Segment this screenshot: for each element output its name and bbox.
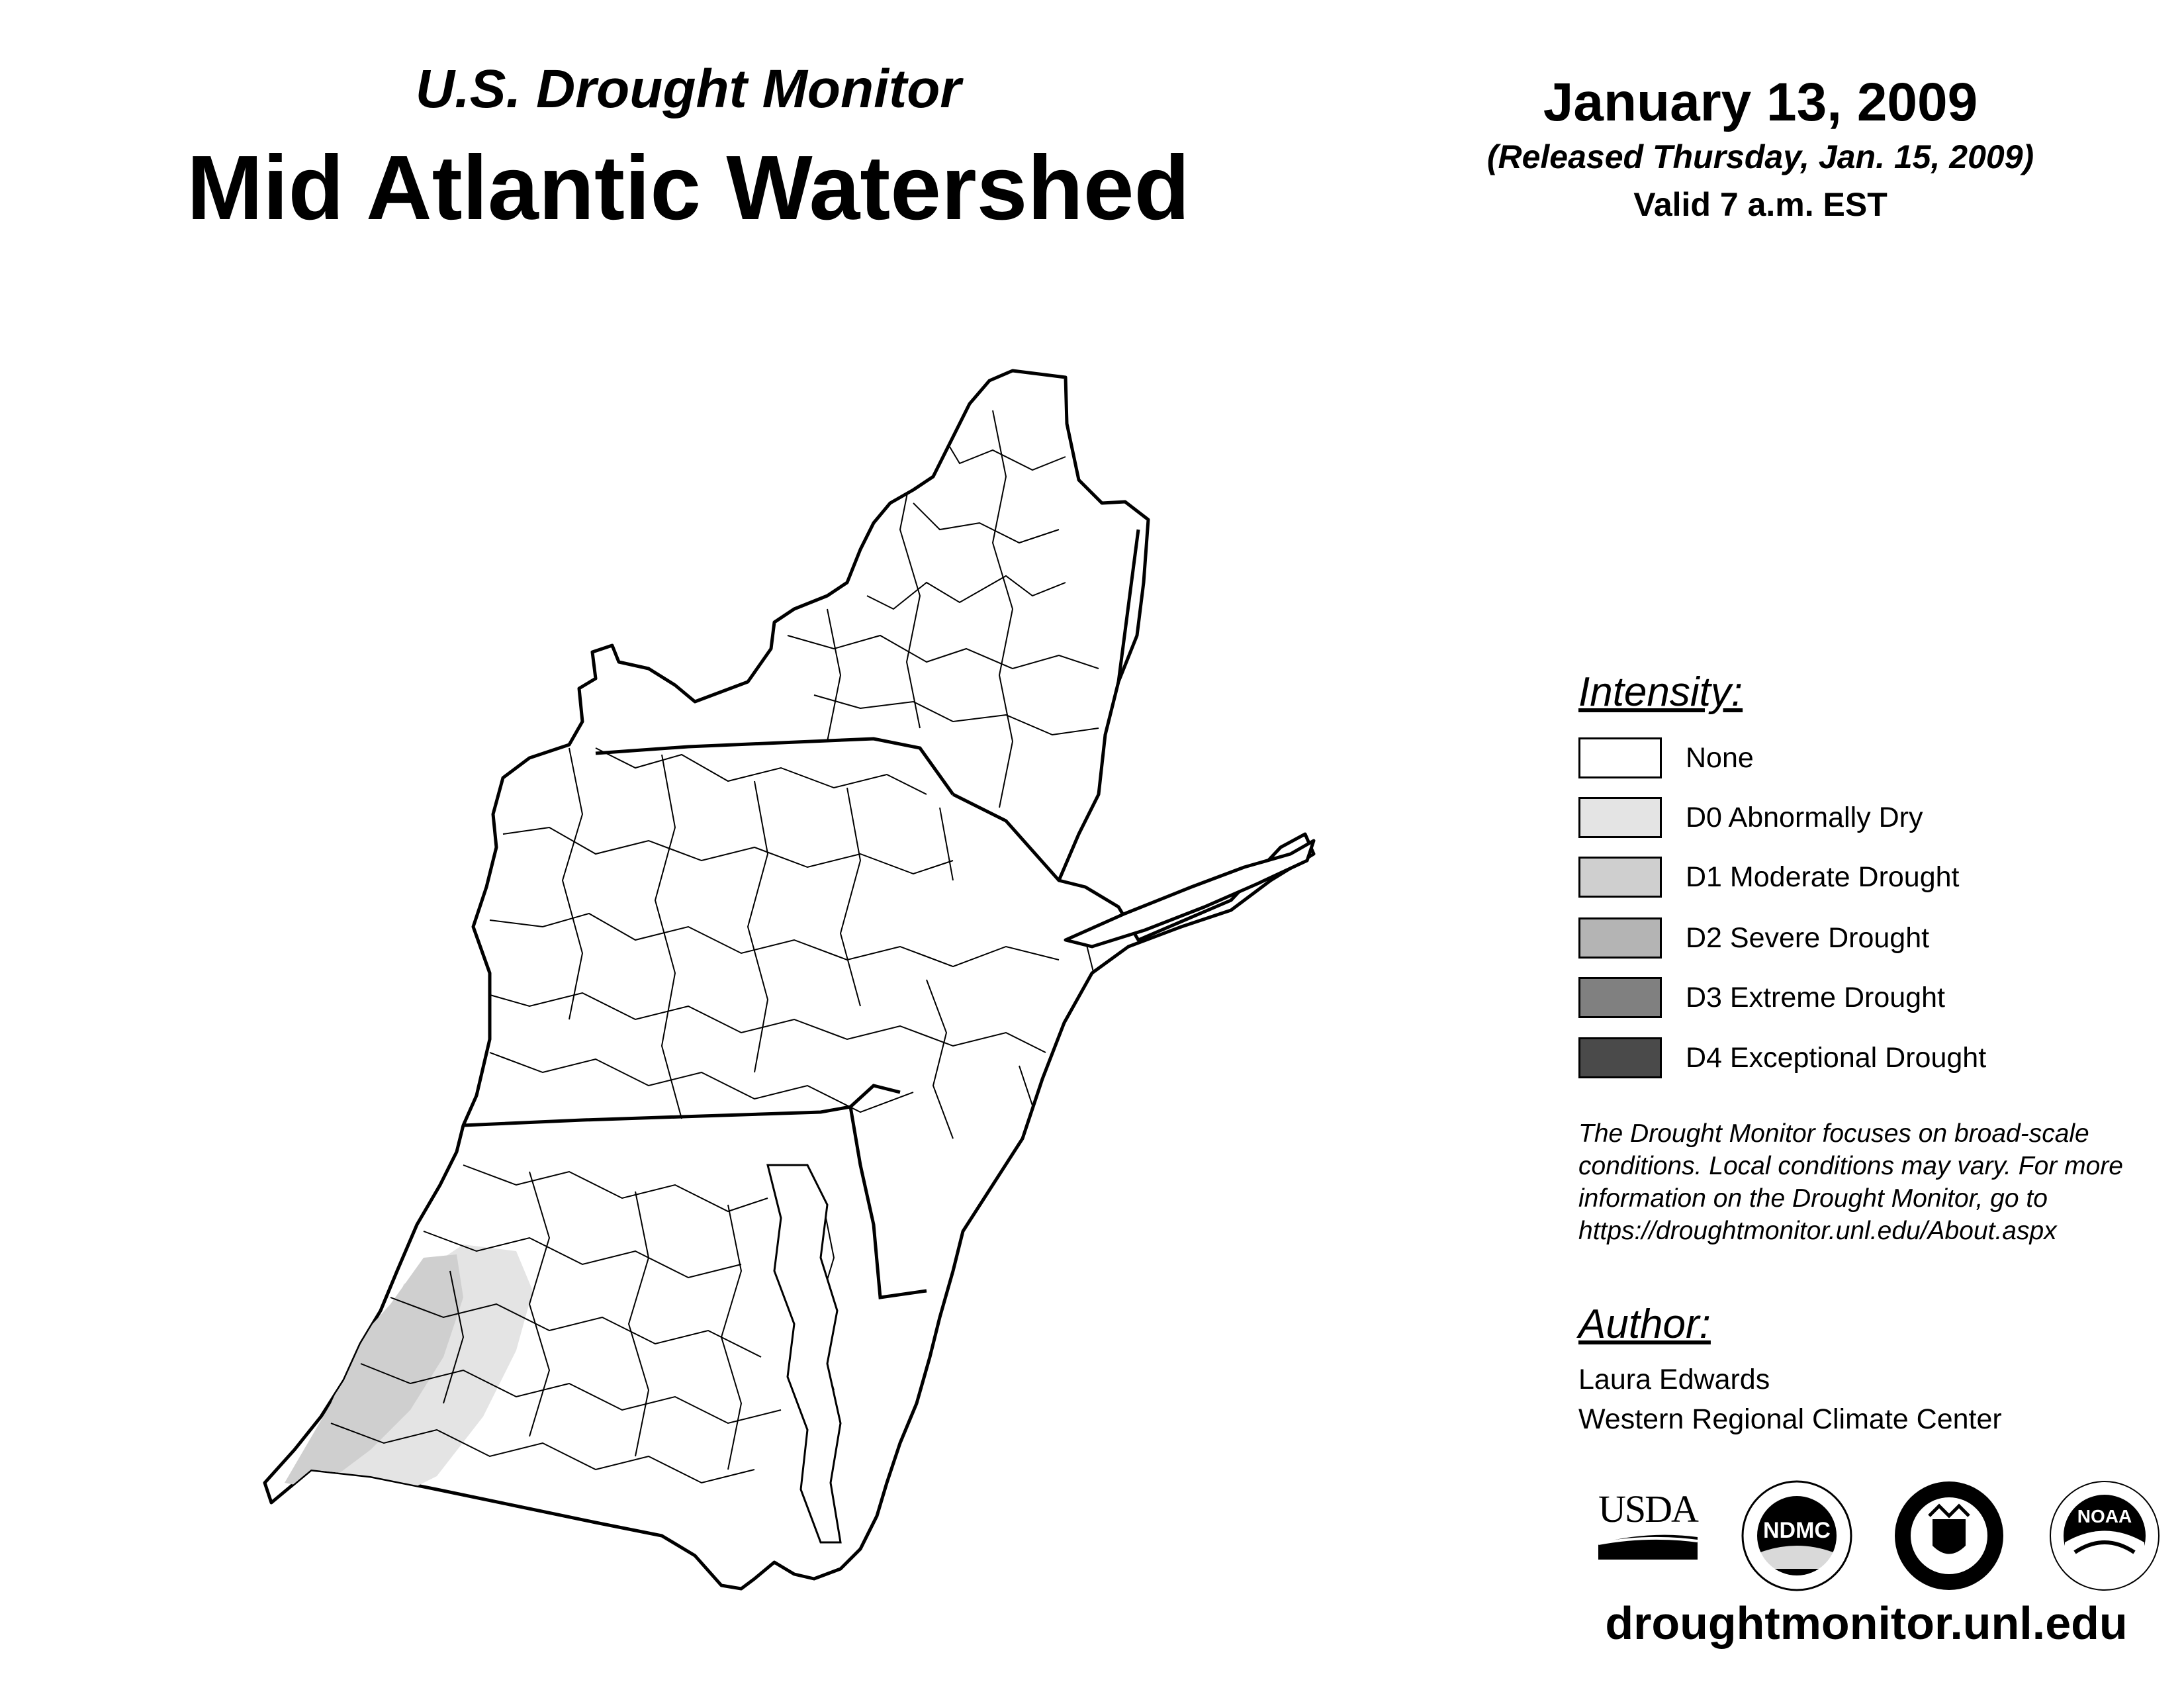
- author-title: Author:: [1578, 1301, 1711, 1347]
- usda-logo-swoosh: [1595, 1529, 1701, 1562]
- ndmc-logo: [1741, 1479, 1853, 1592]
- legend-item-none: [1578, 735, 1754, 781]
- legend-item-d2: [1578, 915, 1929, 961]
- legend-title: Intensity:: [1578, 669, 1743, 715]
- legend-item-d3: [1578, 974, 1945, 1021]
- valid-time: Valid 7 a.m. EST: [1633, 186, 1888, 223]
- legend-swatch: [1578, 1037, 1662, 1078]
- note-url[interactable]: https://droughtmonitor.unl.edu/About.aspx: [1578, 1217, 2057, 1245]
- legend-label: None: [1686, 741, 1754, 774]
- legend-label: D4 Exceptional Drought: [1686, 1041, 1987, 1074]
- legend-item-d1: [1578, 854, 1960, 900]
- legend-label: D0 Abnormally Dry: [1686, 801, 1923, 833]
- legend-item-d4: [1578, 1035, 1986, 1081]
- legend-swatch: [1578, 797, 1662, 838]
- map-title: Mid Atlantic Watershed: [187, 137, 1190, 239]
- legend-swatch: [1578, 857, 1662, 898]
- ndmc-logo-text: NDMC: [1763, 1518, 1831, 1543]
- noaa-seal-icon: [2048, 1479, 2161, 1592]
- legend-item-d0: [1578, 794, 1923, 841]
- legend-swatch: [1578, 977, 1662, 1018]
- legend-label: D3 Extreme Drought: [1686, 981, 1945, 1013]
- author-organization: Western Regional Climate Center: [1578, 1403, 2002, 1435]
- commerce-seal-icon: [1893, 1479, 2005, 1592]
- map-date: January 13, 2009: [1543, 72, 1978, 132]
- note-line: information on the Drought Monitor, go to: [1578, 1184, 2048, 1213]
- noaa-logo-text: NOAA: [2077, 1506, 2132, 1526]
- usda-logo: [1595, 1489, 1701, 1562]
- commerce-seal-logo: [1893, 1479, 2005, 1592]
- legend-swatch: [1578, 917, 1662, 959]
- release-date: (Released Thursday, Jan. 15, 2009): [1486, 138, 2034, 175]
- legend-swatch: [1578, 737, 1662, 778]
- legend-label: D2 Severe Drought: [1686, 921, 1930, 954]
- disclaimer-note: [1578, 1117, 2174, 1247]
- note-line: conditions. Local conditions may vary. For more: [1578, 1152, 2123, 1180]
- usda-logo-text: USDA: [1598, 1487, 1698, 1530]
- footer-url[interactable]: droughtmonitor.unl.edu: [1605, 1597, 2128, 1649]
- note-line: The Drought Monitor focuses on broad-scale: [1578, 1119, 2089, 1148]
- author-name: Laura Edwards: [1578, 1364, 1770, 1395]
- long-island: [1066, 841, 1314, 947]
- noaa-logo: [2048, 1479, 2161, 1592]
- map-subtitle: U.S. Drought Monitor: [415, 59, 962, 119]
- legend-label: D1 Moderate Drought: [1686, 861, 1960, 893]
